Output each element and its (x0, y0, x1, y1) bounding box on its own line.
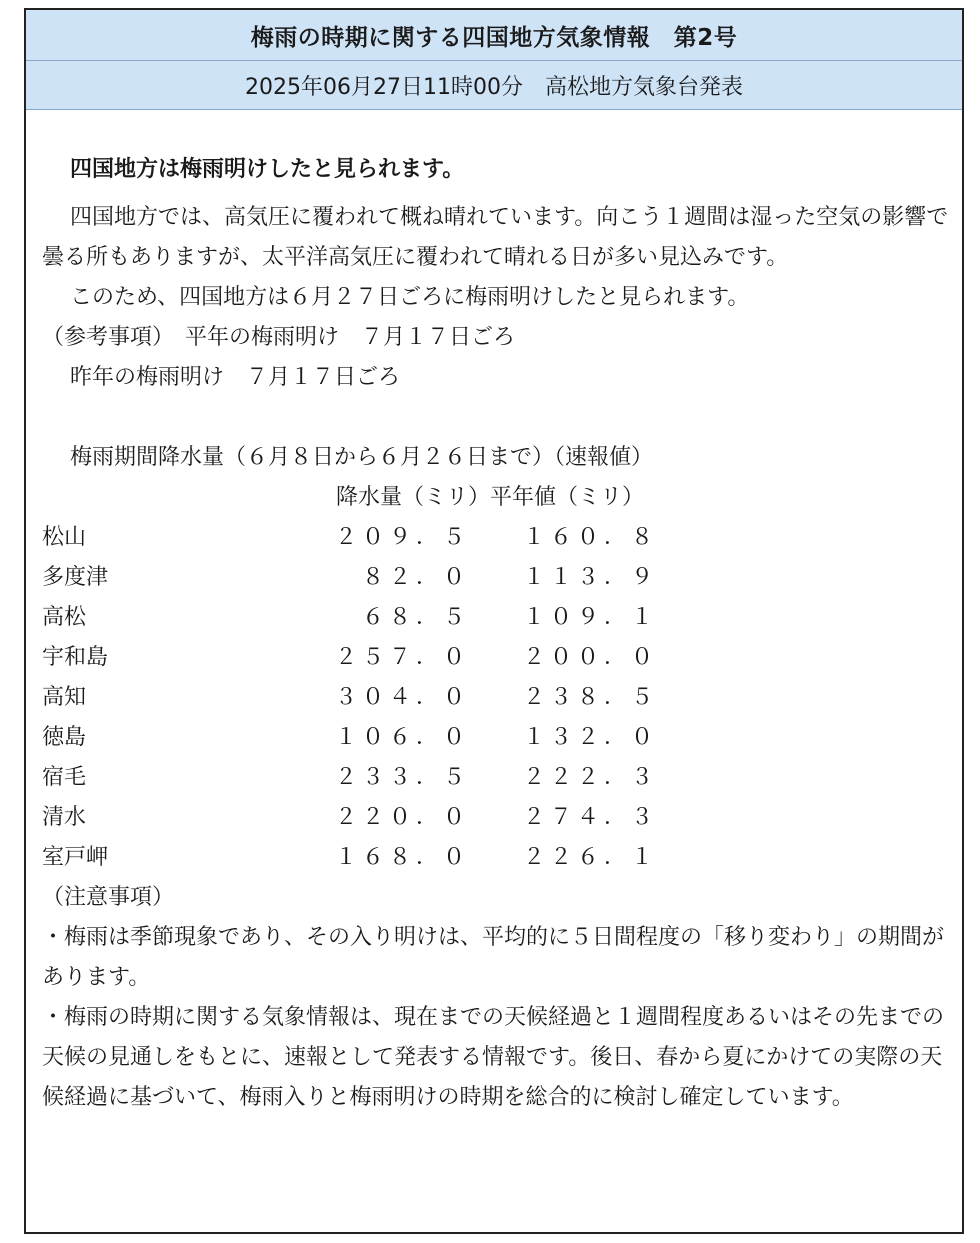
station-rainfall: ８２．０ (361, 565, 470, 590)
forecast-paragraph: 四国地方では、高気圧に覆われて概ね晴れています。向こう１週間は湿った空気の影響で曇る所もありますが、太平洋高気圧に覆われて晴れる日が多い見込みです。 (42, 205, 949, 270)
page-title: 梅雨の時期に関する四国地方気象情報 第2号 (26, 10, 962, 61)
note-item: ・梅雨は季節現象であり、その入り明けは、平均的に５日間程度の「移り変わり」の期間があります。 (42, 925, 945, 990)
reference-last-year: 昨年の梅雨明け ７月１７日ごろ (70, 365, 401, 390)
table-row (42, 678, 954, 718)
station-name: 清水 (42, 805, 87, 830)
table-row (42, 558, 954, 598)
station-rainfall: １６８．０ (334, 845, 470, 870)
station-name: 宇和島 (42, 645, 109, 670)
station-name: 室戸岬 (42, 845, 109, 870)
table-row (42, 638, 954, 678)
station-normal: ２３８．５ (522, 685, 658, 710)
rainfall-table (42, 518, 954, 878)
station-rainfall: ２５７．０ (334, 645, 470, 670)
station-rainfall: １０６．０ (334, 725, 470, 750)
station-rainfall: ２２０．０ (334, 805, 470, 830)
spacer (42, 398, 954, 438)
issued-timestamp: 2025年06月27日11時00分 高松地方気象台発表 (26, 61, 962, 110)
conclusion-paragraph: このため、四国地方は６月２７日ごろに梅雨明けしたと見られます。 (70, 285, 750, 310)
reference-normal: （参考事項） 平年の梅雨明け ７月１７日ごろ (42, 325, 516, 350)
table-row (42, 758, 954, 798)
table-row (42, 518, 954, 558)
station-normal: ２２６．１ (522, 845, 658, 870)
station-normal: １０９．１ (522, 605, 658, 630)
station-normal: ２００．０ (522, 645, 658, 670)
station-normal: １６０．８ (522, 525, 658, 550)
note-item: ・梅雨の時期に関する気象情報は、現在までの天候経過と１週間程度あるいはその先までの天候の見通しをもとに、速報として発表する情報です。後日、春から夏にかけての実際の天候経過に基づいて、梅雨入りと梅雨明けの時期を総合的に検討し確定しています。 (42, 1005, 945, 1110)
station-normal: １１３．９ (522, 565, 658, 590)
station-name: 徳島 (42, 725, 87, 750)
station-normal: １３２．０ (522, 725, 658, 750)
station-rainfall: ６８．５ (361, 605, 470, 630)
station-rainfall: ２３３．５ (334, 765, 470, 790)
table-row (42, 798, 954, 838)
station-name: 宿毛 (42, 765, 87, 790)
notes-heading: （注意事項） (42, 885, 175, 910)
station-normal: ２２２．３ (522, 765, 658, 790)
station-name: 松山 (42, 525, 87, 550)
rainfall-heading: 梅雨期間降水量（６月８日から６月２６日まで）（速報値） (70, 445, 654, 470)
station-name: 多度津 (42, 565, 109, 590)
table-row (42, 718, 954, 758)
station-name: 高松 (42, 605, 87, 630)
station-name: 高知 (42, 685, 87, 710)
info-panel (24, 8, 964, 1234)
headline: 四国地方は梅雨明けしたと見られます。 (70, 157, 465, 182)
table-row (42, 838, 954, 878)
rainfall-column-headers: 降水量（ミリ）平年値（ミリ） (336, 485, 645, 510)
station-rainfall: ２０９．５ (334, 525, 470, 550)
table-row (42, 598, 954, 638)
station-rainfall: ３０４．０ (334, 685, 470, 710)
station-normal: ２７４．３ (522, 805, 658, 830)
info-body (42, 150, 954, 1118)
